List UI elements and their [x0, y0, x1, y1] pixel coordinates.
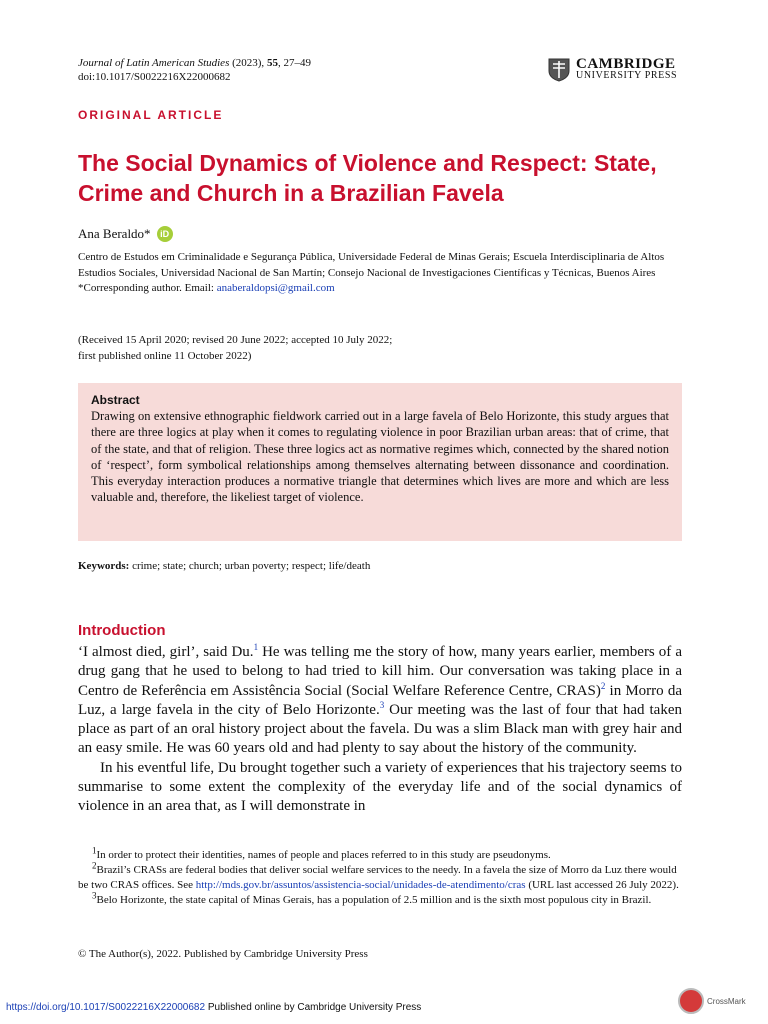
footnotes — [78, 845, 684, 908]
article-type-label: ORIGINAL ARTICLE — [78, 108, 224, 122]
keywords — [78, 560, 370, 572]
affiliation-block — [78, 250, 688, 297]
abstract-box — [78, 383, 682, 541]
author-email-link[interactable]: anaberaldopsi@gmail.com — [216, 282, 335, 294]
orcid-icon[interactable]: iD — [157, 226, 173, 242]
cambridge-shield-icon — [548, 58, 570, 82]
author-name: Ana Beraldo* — [78, 226, 151, 241]
publisher-subtitle: UNIVERSITY PRESS — [576, 70, 678, 81]
journal-volume: 55 — [266, 57, 278, 69]
paragraph: ‘I almost died, girl’, said Du.$^1$ He was telling me the story of how, many years earlier, members of a drug gang that he used to belong to had tried to kill him. Our conversation was taking place in a Centro de Referência em Assistência Social (Social Welfare Reference Centre, CRAS)$^2$ in Morro da Luz, a large favela in the city of Belo Horizonte.$^3$ Our meeting was the last of four that had taken place as part of an oral history project about the favela. Du was a slim Black man with grey hair and an easy smile. He was 60 years old and had plenty to say about the history of the community. — [78, 642, 682, 757]
doi-link[interactable]: https://doi.org/10.1017/S0022216X22000682 — [6, 1002, 206, 1013]
journal-doi: doi:10.1017/S0022216X22000682 — [78, 71, 231, 83]
abstract-text: Drawing on extensive ethnographic fieldwork carried out in a large favela of Belo Horizonte, this study argues that there are three logics at play when it comes to regulating violence in poor Brazilian urban areas: that of crime, that of the state, and that of religion. These three logics act as normative regimes which, connected by the shared notion of ‘respect’, form symbolical relationships among themselves alternating between dissonance and coordination. This everyday interaction produces a normative triangle that determines which lives are more and which are less valuable and, therefore, the likeliest target of violence. — [91, 409, 669, 505]
abstract-heading: Abstract — [91, 393, 140, 407]
copyright: © The Author(s), 2022. Published by Cambridge University Press — [78, 948, 368, 960]
affiliation: Centro de Estudos em Criminalidade e Segurança Pública, Universidade Federal de Minas Gerais; Escuela Interdisciplinaria de Altos Estudios Sociales, Universidad Nacional de San Martín; Consejo Nacional de Investigaciones Científicas y Técnicas, Buenos Aires — [78, 251, 665, 279]
footnote-2: $^2$Brazil’s CRASs are federal bodies that deliver social welfare services to the needy. In a favela the size of Morro da Luz there would be two CRAS offices. See http://mds.gov.br/assuntos/assistencia-social/unidades-de-atendimento/cras (URL last accessed 26 July 2022). — [78, 860, 679, 891]
footnote-ref-2[interactable]: 2 — [600, 680, 606, 691]
body-text — [78, 643, 682, 817]
journal-citation: Journal of Latin American Studies (2023), 55, 27–49 doi:10.1017/S0022216X22000682 — [78, 57, 311, 83]
crossmark-badge[interactable] — [678, 988, 746, 1014]
footer-doi-line: https://doi.org/10.1017/S0022216X22000682 Published online by Cambridge University Press — [6, 1002, 422, 1013]
section-heading-introduction: Introduction — [78, 622, 166, 639]
article-title: The Social Dynamics of Violence and Respect: State, Crime and Church in a Brazilian Favela — [78, 150, 657, 206]
keywords-list: crime; state; church; urban poverty; respect; life/death — [129, 560, 371, 572]
footnote-1: $^1$In order to protect their identities, names of people and places referred to in this study are pseudonyms. — [92, 845, 551, 861]
journal-name: Journal of Latin American Studies — [78, 57, 230, 69]
cras-url-link[interactable]: http://mds.gov.br/assuntos/assistencia-social/unidades-de-atendimento/cras — [195, 879, 526, 891]
footnote-ref-1[interactable]: 1 — [253, 642, 259, 652]
keywords-label: Keywords: — [78, 560, 130, 572]
footnote-3: $^3$Belo Horizonte, the state capital of Minas Gerais, has a population of 2.5 million and is the sixth most populous city in Brazil. — [92, 890, 652, 906]
crossmark-icon — [678, 988, 704, 1014]
paragraph: In his eventful life, Du brought together such a variety of experiences that his trajectory seems to summarise to some extent the complexity of the everyday life and of the social dynamics of violence in an area that, as I will demonstrate in — [78, 759, 682, 815]
crossmark-label: CrossMark — [707, 996, 746, 1006]
corresponding-author: *Corresponding author. Email: anaberaldopsi@gmail.com — [78, 282, 335, 294]
cambridge-logo — [548, 58, 677, 82]
author-line — [78, 226, 173, 242]
publisher-name: CAMBRIDGE — [576, 56, 676, 72]
footnote-ref-3[interactable]: 3 — [379, 699, 385, 710]
publication-dates: (Received 15 April 2020; revised 20 June 2022; accepted 10 July 2022; first published online 11 October 2022) — [78, 334, 393, 362]
